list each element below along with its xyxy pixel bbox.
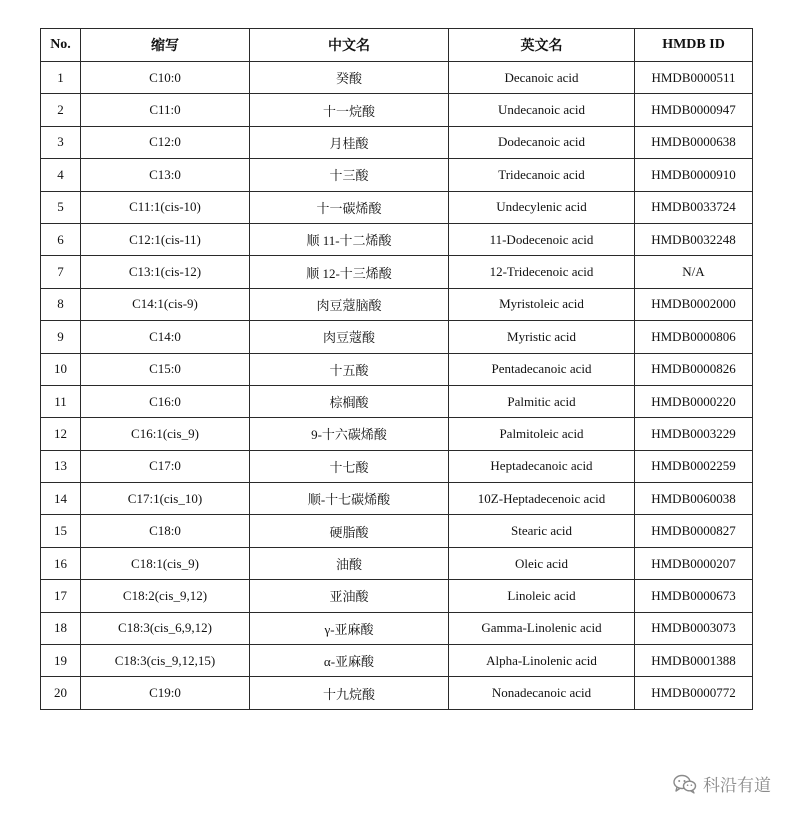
cell-english-name: Pentadecanoic acid [449, 353, 635, 385]
cell-hmdb-id: HMDB0000511 [635, 62, 753, 94]
table-row [41, 321, 753, 353]
cell-no: 12 [41, 418, 81, 450]
table-row [41, 450, 753, 482]
cell-no: 4 [41, 159, 81, 191]
cell-hmdb-id: HMDB0002259 [635, 450, 753, 482]
table-row [41, 385, 753, 417]
cell-abbreviation: C13:1(cis-12) [81, 256, 250, 288]
cell-chinese-name: 十一碳烯酸 [250, 191, 449, 223]
cell-abbreviation: C12:1(cis-11) [81, 223, 250, 255]
cell-chinese-name: 亚油酸 [250, 580, 449, 612]
table-row [41, 483, 753, 515]
watermark-text: 科沿有道 [703, 776, 771, 796]
cell-english-name: Linoleic acid [449, 580, 635, 612]
cell-chinese-name: 肉豆蔻脑酸 [250, 288, 449, 320]
cell-english-name: Oleic acid [449, 547, 635, 579]
cell-hmdb-id: HMDB0033724 [635, 191, 753, 223]
cell-english-name: 10Z-Heptadecenoic acid [449, 483, 635, 515]
cell-abbreviation: C18:3(cis_9,12,15) [81, 645, 250, 677]
cell-english-name: Palmitic acid [449, 385, 635, 417]
cell-hmdb-id: HMDB0000826 [635, 353, 753, 385]
cell-chinese-name: 癸酸 [250, 62, 449, 94]
cell-hmdb-id: HMDB0000772 [635, 677, 753, 709]
table-row [41, 159, 753, 191]
cell-abbreviation: C11:0 [81, 94, 250, 126]
table-row [41, 256, 753, 288]
watermark [673, 771, 771, 796]
header-abbreviation: 缩写 [81, 29, 250, 62]
table-row [41, 94, 753, 126]
cell-no: 17 [41, 580, 81, 612]
cell-hmdb-id: HMDB0000827 [635, 515, 753, 547]
cell-no: 13 [41, 450, 81, 482]
table-row [41, 580, 753, 612]
cell-chinese-name: 十九烷酸 [250, 677, 449, 709]
cell-abbreviation: C19:0 [81, 677, 250, 709]
cell-chinese-name: 月桂酸 [250, 126, 449, 158]
cell-chinese-name: α-亚麻酸 [250, 645, 449, 677]
cell-no: 1 [41, 62, 81, 94]
table-row [41, 645, 753, 677]
cell-no: 9 [41, 321, 81, 353]
wechat-icon [673, 774, 697, 794]
cell-abbreviation: C18:2(cis_9,12) [81, 580, 250, 612]
table-row [41, 547, 753, 579]
table-row [41, 62, 753, 94]
cell-chinese-name: 十五酸 [250, 353, 449, 385]
table-row [41, 612, 753, 644]
cell-no: 19 [41, 645, 81, 677]
cell-chinese-name: 肉豆蔻酸 [250, 321, 449, 353]
cell-no: 6 [41, 223, 81, 255]
table-row [41, 418, 753, 450]
table-row [41, 515, 753, 547]
cell-hmdb-id: HMDB0003229 [635, 418, 753, 450]
cell-hmdb-id: HMDB0000207 [635, 547, 753, 579]
table-row [41, 223, 753, 255]
cell-no: 10 [41, 353, 81, 385]
cell-english-name: Decanoic acid [449, 62, 635, 94]
cell-chinese-name: 十七酸 [250, 450, 449, 482]
cell-english-name: Palmitoleic acid [449, 418, 635, 450]
cell-english-name: Undecanoic acid [449, 94, 635, 126]
table-row [41, 353, 753, 385]
cell-english-name: 12-Tridecenoic acid [449, 256, 635, 288]
header-hmdb-id: HMDB ID [635, 29, 753, 62]
cell-abbreviation: C10:0 [81, 62, 250, 94]
cell-no: 18 [41, 612, 81, 644]
cell-english-name: Nonadecanoic acid [449, 677, 635, 709]
cell-chinese-name: 十三酸 [250, 159, 449, 191]
cell-hmdb-id: HMDB0032248 [635, 223, 753, 255]
table-header [41, 29, 753, 62]
cell-no: 11 [41, 385, 81, 417]
cell-chinese-name: 顺 12-十三烯酸 [250, 256, 449, 288]
cell-english-name: Stearic acid [449, 515, 635, 547]
cell-no: 8 [41, 288, 81, 320]
cell-hmdb-id: HMDB0000638 [635, 126, 753, 158]
cell-english-name: Gamma-Linolenic acid [449, 612, 635, 644]
cell-hmdb-id: HMDB0000220 [635, 385, 753, 417]
cell-abbreviation: C14:1(cis-9) [81, 288, 250, 320]
cell-chinese-name: 油酸 [250, 547, 449, 579]
cell-abbreviation: C16:0 [81, 385, 250, 417]
cell-abbreviation: C15:0 [81, 353, 250, 385]
cell-abbreviation: C17:0 [81, 450, 250, 482]
header-english-name: 英文名 [449, 29, 635, 62]
cell-no: 5 [41, 191, 81, 223]
cell-hmdb-id: HMDB0002000 [635, 288, 753, 320]
cell-abbreviation: C12:0 [81, 126, 250, 158]
cell-no: 2 [41, 94, 81, 126]
cell-abbreviation: C13:0 [81, 159, 250, 191]
cell-chinese-name: 十一烷酸 [250, 94, 449, 126]
cell-abbreviation: C18:1(cis_9) [81, 547, 250, 579]
fatty-acid-table [40, 28, 753, 710]
cell-no: 3 [41, 126, 81, 158]
cell-no: 14 [41, 483, 81, 515]
cell-english-name: Alpha-Linolenic acid [449, 645, 635, 677]
cell-english-name: Heptadecanoic acid [449, 450, 635, 482]
cell-no: 15 [41, 515, 81, 547]
cell-hmdb-id: HMDB0060038 [635, 483, 753, 515]
cell-chinese-name: 9-十六碳烯酸 [250, 418, 449, 450]
cell-hmdb-id: HMDB0000910 [635, 159, 753, 191]
cell-english-name: Undecylenic acid [449, 191, 635, 223]
cell-abbreviation: C16:1(cis_9) [81, 418, 250, 450]
cell-hmdb-id: HMDB0001388 [635, 645, 753, 677]
cell-hmdb-id: HMDB0003073 [635, 612, 753, 644]
cell-abbreviation: C11:1(cis-10) [81, 191, 250, 223]
cell-no: 16 [41, 547, 81, 579]
header-no: No. [41, 29, 81, 62]
cell-hmdb-id: N/A [635, 256, 753, 288]
cell-english-name: Myristic acid [449, 321, 635, 353]
table-row [41, 677, 753, 709]
cell-hmdb-id: HMDB0000947 [635, 94, 753, 126]
cell-abbreviation: C18:3(cis_6,9,12) [81, 612, 250, 644]
table-row [41, 126, 753, 158]
cell-abbreviation: C17:1(cis_10) [81, 483, 250, 515]
cell-chinese-name: 顺-十七碳烯酸 [250, 483, 449, 515]
cell-chinese-name: 棕榈酸 [250, 385, 449, 417]
cell-abbreviation: C18:0 [81, 515, 250, 547]
header-row [41, 29, 753, 62]
cell-chinese-name: 顺 11-十二烯酸 [250, 223, 449, 255]
cell-hmdb-id: HMDB0000673 [635, 580, 753, 612]
table-row [41, 191, 753, 223]
table-row [41, 288, 753, 320]
cell-hmdb-id: HMDB0000806 [635, 321, 753, 353]
header-chinese-name: 中文名 [250, 29, 449, 62]
cell-no: 20 [41, 677, 81, 709]
cell-english-name: 11-Dodecenoic acid [449, 223, 635, 255]
cell-no: 7 [41, 256, 81, 288]
cell-chinese-name: γ-亚麻酸 [250, 612, 449, 644]
cell-english-name: Tridecanoic acid [449, 159, 635, 191]
cell-abbreviation: C14:0 [81, 321, 250, 353]
cell-english-name: Dodecanoic acid [449, 126, 635, 158]
cell-english-name: Myristoleic acid [449, 288, 635, 320]
table-body [41, 62, 753, 710]
cell-chinese-name: 硬脂酸 [250, 515, 449, 547]
